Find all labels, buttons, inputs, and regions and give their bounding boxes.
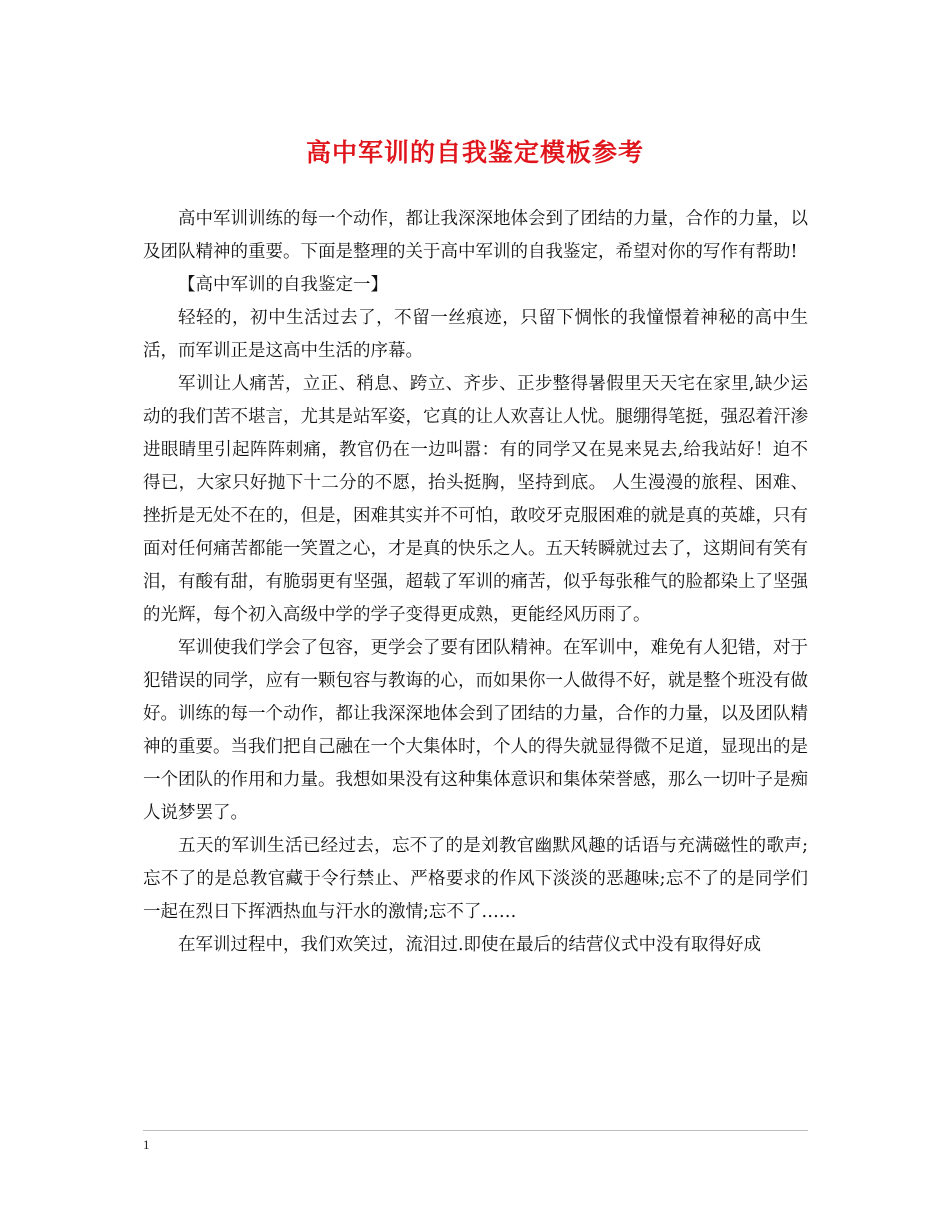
section-heading: 【高中军训的自我鉴定一】 xyxy=(178,275,388,295)
paragraph: 军训使我们学会了包容，更学会了要有团队精神。在军训中，难免有人犯错，对于犯错误的同学，应有一颗包容与教诲的心，而如果你一人做得不好，就是整个班没有做好。训练的每一个动作，都让我深深地体会到了团结的力量，合作的力量，以及团队精神的重要。当我们把自己融在一个大集体时，个人的得失就显得微不足道，显现出的是一个团队的作用和力量。我想如果没有这种集体意识和集体荣誉感，那么一切叶子是痴人说梦罢了。 xyxy=(143,638,808,823)
paragraph-intro: 高中军训训练的每一个动作，都让我深深地体会到了团结的力量，合作的力量，以及团队精神的重要。下面是整理的关于高中军训的自我鉴定，希望对你的写作有帮助! xyxy=(143,209,808,262)
paragraph: 军训让人痛苦，立正、稍息、跨立、齐步、正步整得暑假里天天宅在家里,缺少运动的我们苦不堪言，尤其是站军姿，它真的让人欢喜让人忧。腿绷得笔挺，强忍着汗渗进眼睛里引起阵阵刺痛，教官仍在一边叫嚣：有的同学又在晃来晃去,给我站好！迫不得已，大家只好抛下十二分的不愿，抬头挺胸，坚持到底。 人生漫漫的旅程、困难、挫折是无处不在的，但是，困难其实并不可怕，敢咬牙克服困难的就是真的英雄，只有面对任何痛苦都能一笑置之心，才是真的快乐之人。五天转瞬就过去了，这期间有笑有泪，有酸有甜，有脆弱更有坚强，超载了军训的痛苦，似乎每张稚气的脸都染上了坚强的光辉，每个初入高级中学的学子变得更成熟，更能经风历雨了。 xyxy=(143,374,808,625)
footer-divider xyxy=(143,1130,808,1131)
document-body xyxy=(143,203,808,962)
paragraph: 五天的军训生活已经过去，忘不了的是刘教官幽默风趣的话语与充满磁性的歌声;忘不了的是总教官藏于令行禁止、严格要求的作风下淡淡的恶趣味;忘不了的是同学们一起在烈日下挥洒热血与汗水的激情;忘不了…… xyxy=(143,836,808,922)
paragraph: 轻轻的，初中生活过去了，不留一丝痕迹，只留下惆怅的我憧憬着神秘的高中生活，而军训正是这高中生活的序幕。 xyxy=(143,308,808,361)
document-title: 高中军训的自我鉴定模板参考 xyxy=(305,138,644,167)
page-number: 1 xyxy=(143,1137,150,1152)
paragraph: 在军训过程中，我们欢笑过，流泪过.即使在最后的结营仪式中没有取得好成 xyxy=(178,935,762,955)
